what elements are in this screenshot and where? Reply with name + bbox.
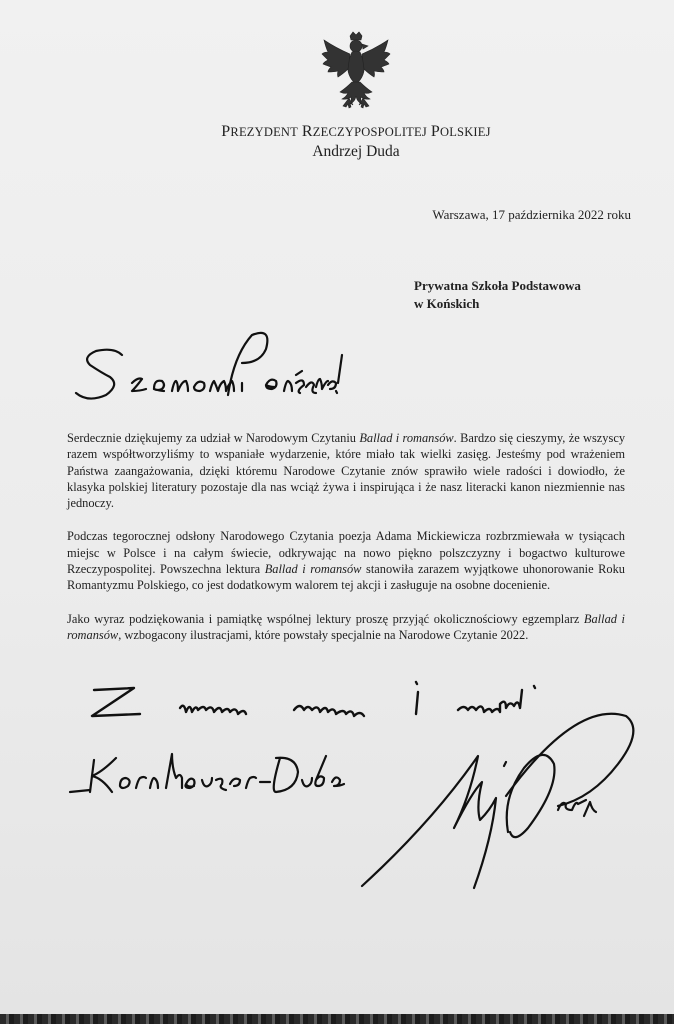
addressee-line-2: w Końskich bbox=[414, 296, 480, 311]
header-title-word-2: RZECZYPOSPOLITEJ bbox=[301, 123, 427, 140]
paragraph-3: Jako wyraz podziękowania i pamiątkę wspólnej lektury proszę przyjąć okolicznościowy egzemplarz Ballad i romansów, wzbogacony ilustracjami, które powstały specjalnie na Narodowe Czytanie 2022. bbox=[67, 611, 625, 642]
paragraph-1: Serdecznie dziękujemy za udział w Narodowym Czytaniu Ballad i romansów. Bardzo się cieszymy, że wszyscy razem współtworzyliśmy to wspaniałe wydarzenie, które miało tak wielki zasięg. Jesteśmy pod wrażeniem Państwa zaangażowania, dzięki któremu Narodowe Czytanie znów sprawiło wiele radości i dowiodło, że klasyka polskiej literatury pozostaje dla nas wciąż żywa i inspirująca i że nasz literacki kanon niezmiennie nas jednoczy. bbox=[67, 431, 626, 511]
handwritten-signature-kornhauser-duda bbox=[70, 740, 350, 810]
addressee-line-1: Prywatna Szkoła Podstawowa bbox=[414, 278, 581, 293]
letter-body bbox=[67, 430, 625, 660]
header-title-word-3: POLSKIEJ bbox=[430, 123, 491, 140]
bottom-edge bbox=[0, 1014, 674, 1024]
header-title-word-1: PREZYDENT bbox=[221, 123, 298, 140]
header-name: Andrzej Duda bbox=[312, 143, 400, 160]
handwritten-signature-president bbox=[358, 710, 648, 896]
addressee bbox=[414, 277, 581, 313]
handwritten-salutation bbox=[70, 325, 350, 415]
polish-eagle-emblem-icon bbox=[316, 30, 396, 114]
date-line: Warszawa, 17 października 2022 roku bbox=[432, 207, 631, 222]
paragraph-2: Podczas tegorocznej odsłony Narodowego Czytania poezja Adama Mickiewicza rozbrzmiewała w tysiącach miejsc w Polsce i na całym świecie, odkrywając na nowo piękno polszczyzny i bogactwo kulturowe Rzeczypospolitej. Powszechna lektura Ballad i romansów stanowiła zarazem wyjątkowe uhonorowanie Roku Romantyzmu Polskiego, co jest dodatkowym walorem tej akcji i zasługuje na osobne docenienie. bbox=[67, 529, 626, 593]
header-title bbox=[0, 123, 674, 141]
